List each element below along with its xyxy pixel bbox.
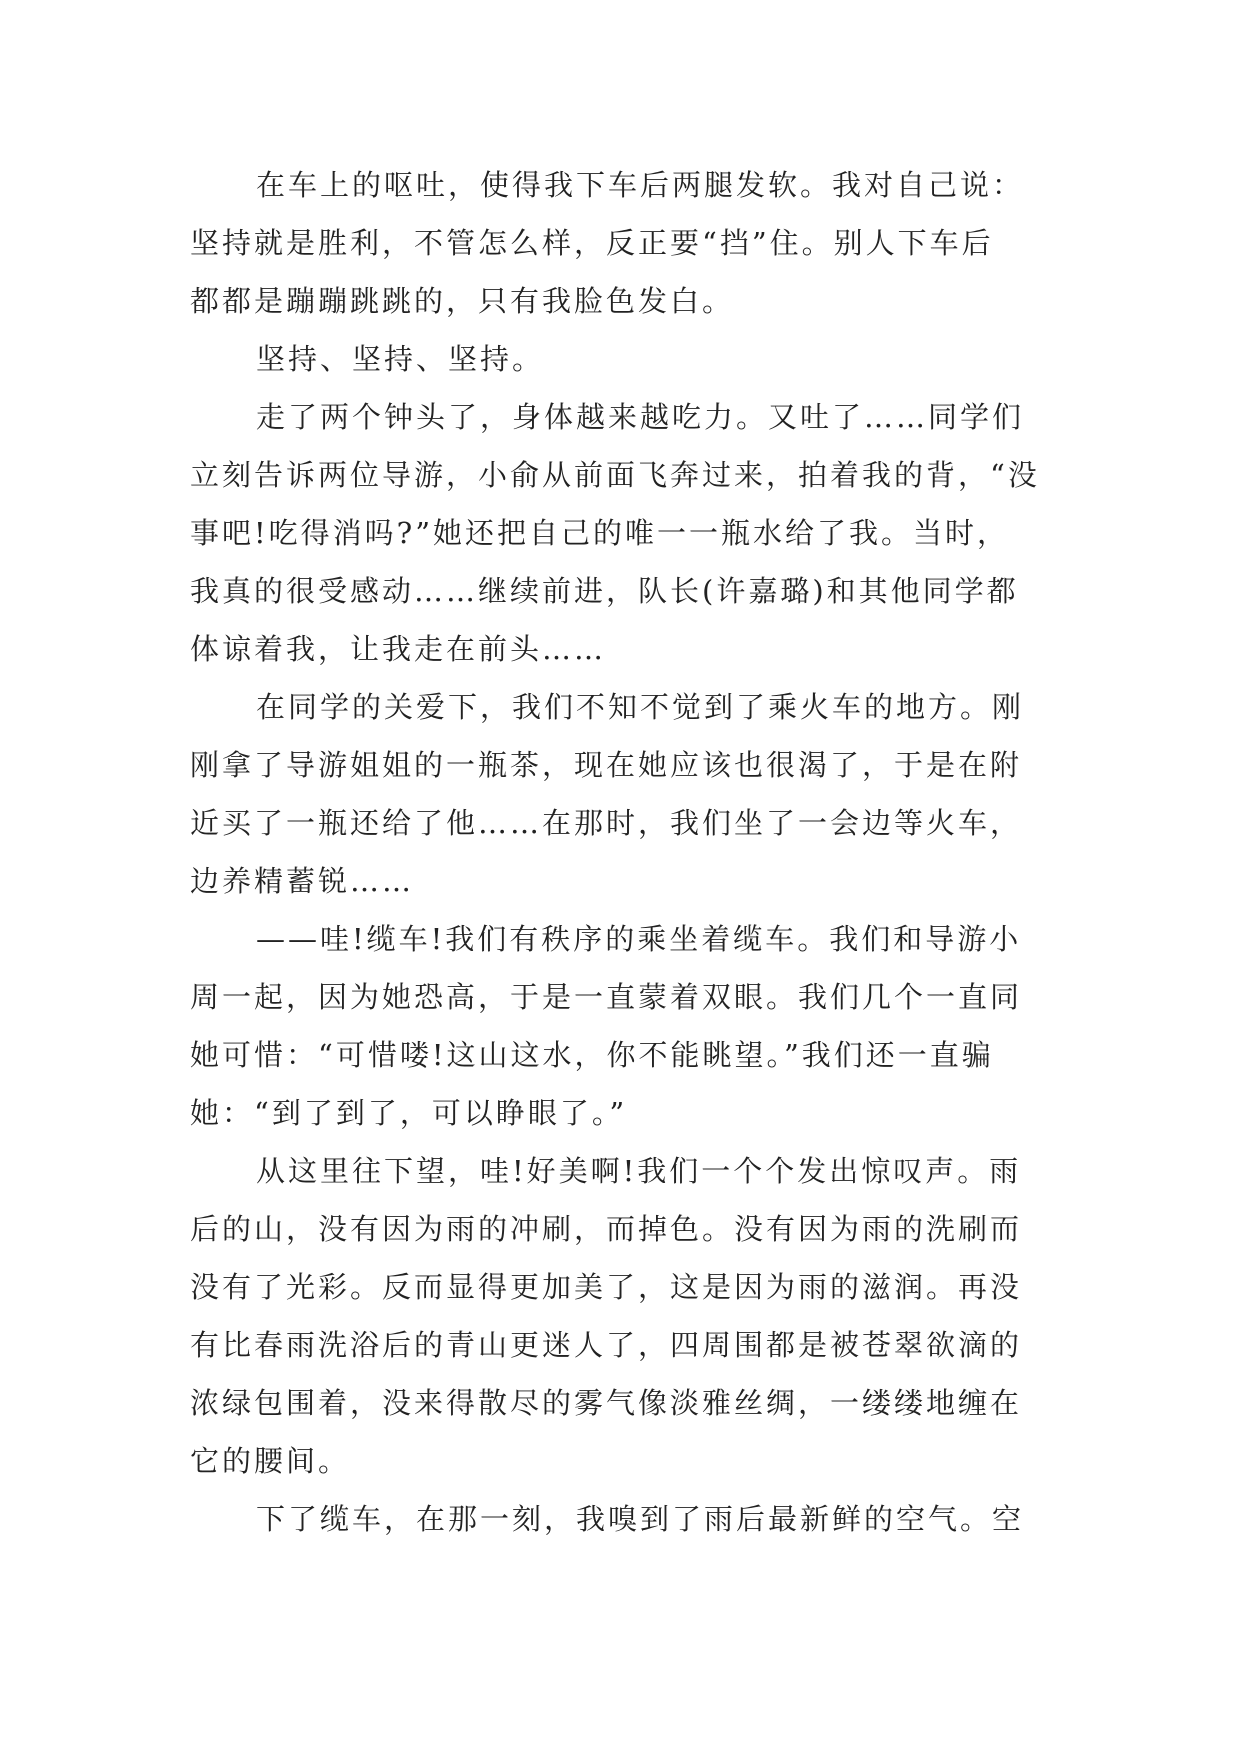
text-line: 立刻告诉两位导游，小俞从前面飞奔过来，拍着我的背，“没 (190, 458, 1040, 492)
text-line: 走了两个钟头了，身体越来越吃力。又吐了……同学们 (256, 400, 1025, 434)
text-line: 从这里往下望，哇!好美啊!我们一个个发出惊叹声。雨 (256, 1154, 1022, 1188)
text-line: 都都是蹦蹦跳跳的，只有我脸色发白。 (190, 284, 735, 318)
text-line: 浓绿包围着，没来得散尽的雾气像淡雅丝绸，一缕缕地缠在 (190, 1386, 1023, 1420)
text-line: 边养精蓄锐…… (190, 864, 415, 898)
text-line: 有比春雨洗浴后的青山更迷人了，四周围都是被苍翠欲滴的 (190, 1328, 1023, 1362)
essay-body (190, 156, 1060, 1548)
text-line: 体谅着我，让我走在前头…… (190, 632, 607, 666)
paragraph (190, 330, 1060, 388)
text-line: 刚拿了导游姐姐的一瓶茶，现在她应该也很渴了，于是在附 (190, 748, 1023, 782)
text-line: 后的山，没有因为雨的冲刷，而掉色。没有因为雨的洗刷而 (190, 1212, 1023, 1246)
text-line: 近买了一瓶还给了他……在那时，我们坐了一会边等火车， (190, 806, 1023, 840)
paragraph (190, 388, 1060, 678)
text-line: 没有了光彩。反而显得更加美了，这是因为雨的滋润。再没 (190, 1270, 1023, 1304)
text-line: 下了缆车，在那一刻，我嗅到了雨后最新鲜的空气。空 (256, 1502, 1025, 1536)
text-line: 事吧!吃得消吗?”她还把自己的唯一一瓶水给了我。当时， (190, 516, 1010, 550)
text-line: 她：“到了到了，可以睁眼了。” (190, 1096, 628, 1130)
text-line: 坚持、坚持、坚持。 (256, 342, 545, 376)
text-line: 在同学的关爱下，我们不知不觉到了乘火车的地方。刚 (256, 690, 1025, 724)
text-line: 周一起，因为她恐高，于是一直蒙着双眼。我们几个一直同 (190, 980, 1023, 1014)
text-line: 我真的很受感动……继续前进，队长(许嘉璐)和其他同学都 (190, 574, 1019, 608)
paragraph (190, 910, 1060, 1142)
paragraph (190, 1142, 1060, 1490)
text-line: 它的腰间。 (190, 1444, 351, 1478)
paragraph (190, 1490, 1060, 1548)
text-line: ——哇!缆车!我们有秩序的乘坐着缆车。我们和导游小 (256, 922, 1022, 956)
paragraph (190, 156, 1060, 330)
text-line: 她可惜：“可惜喽!这山这水，你不能眺望。”我们还一直骗 (190, 1038, 994, 1072)
text-line: 坚持就是胜利，不管怎么样，反正要“挡”住。别人下车后 (190, 226, 994, 260)
text-line: 在车上的呕吐，使得我下车后两腿发软。我对自己说： (256, 168, 1025, 202)
paragraph (190, 678, 1060, 910)
